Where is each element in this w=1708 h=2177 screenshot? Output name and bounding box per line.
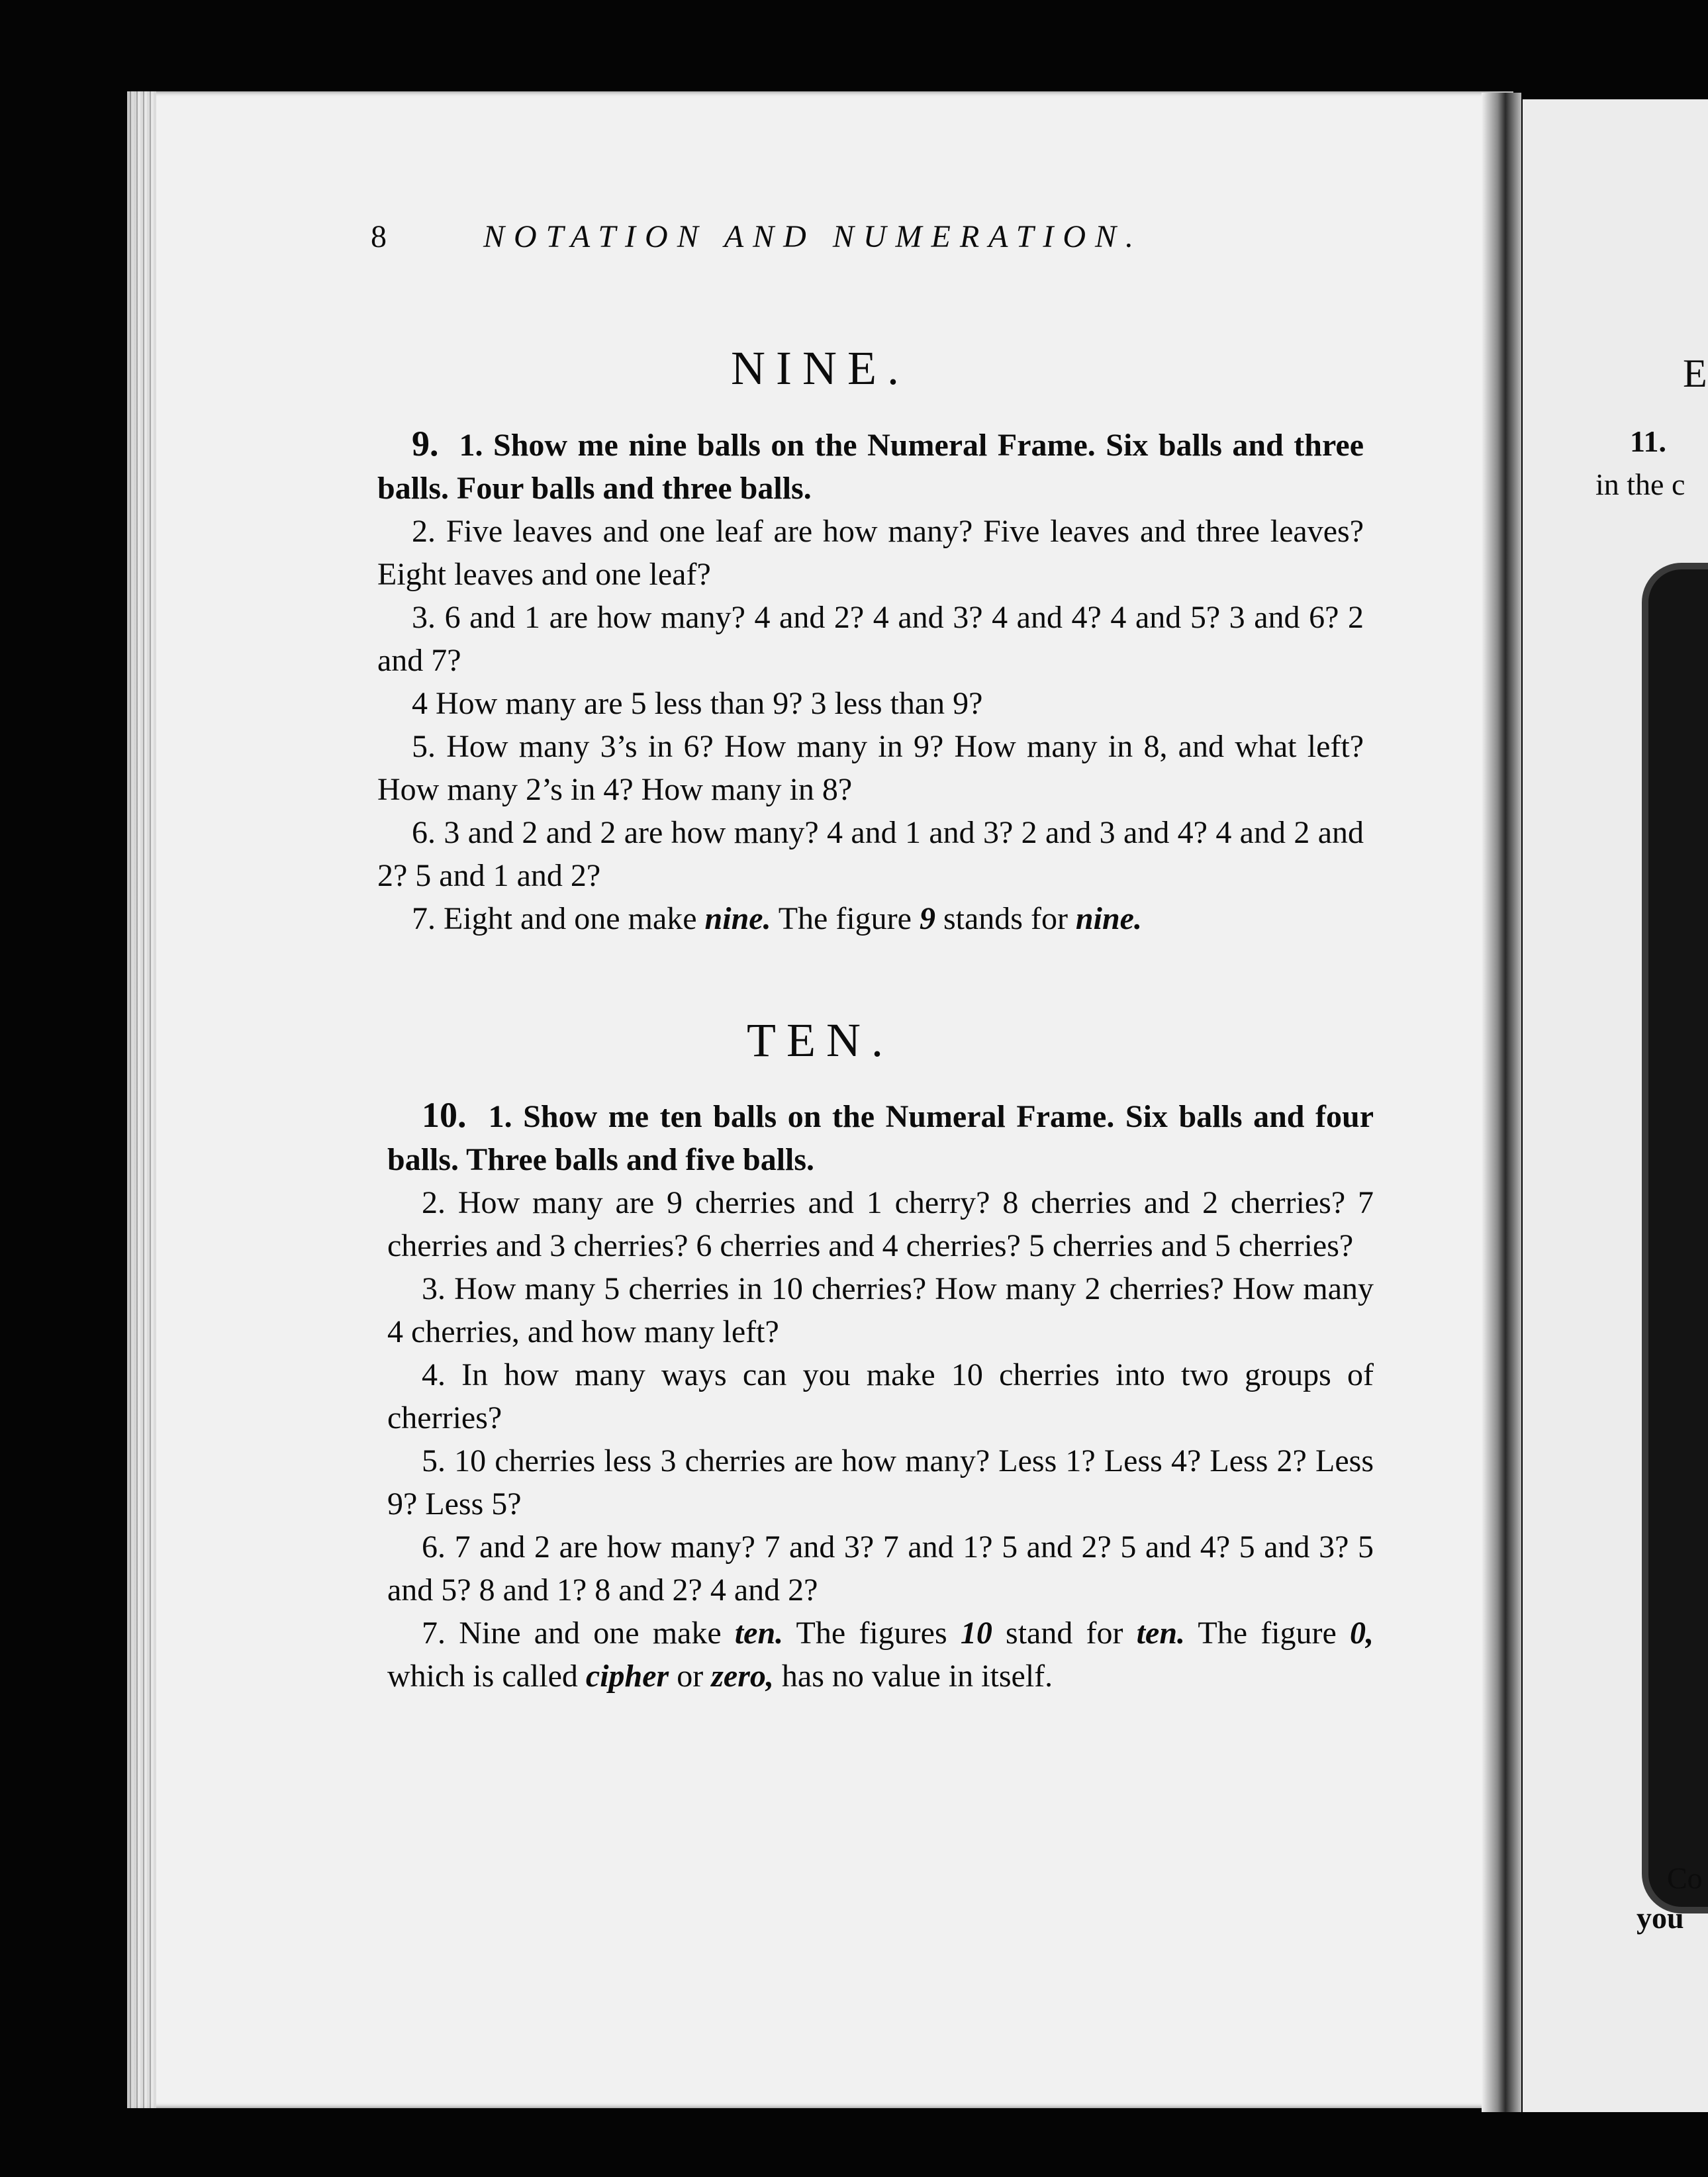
running-head xyxy=(371,218,1143,255)
nine-para-1-text: 1. Show me nine balls on the Numeral Frame. Six balls and three balls. Four balls and three balls. xyxy=(377,428,1364,506)
section-number-9: 9. xyxy=(412,424,439,463)
figure-9: 9 xyxy=(919,901,935,936)
facing-illustration-fragment xyxy=(1642,563,1708,1913)
nine-para-3: 3. 6 and 1 are how many? 4 and 2? 4 and 3? 4 and 4? 4 and 5? 3 and 6? 2 and 7? xyxy=(377,600,1364,678)
ten-para-1-text: 1. Show me ten balls on the Numeral Frame. Six balls and four balls. Three balls and five balls. xyxy=(387,1099,1374,1177)
facing-number-fragment: 11. xyxy=(1630,424,1666,458)
ten-para-1 xyxy=(387,1094,1374,1181)
ten-para-7-b: The figures xyxy=(796,1616,947,1651)
ten-para-2: 2. How many are 9 cherries and 1 cherry? 8 cherries and 2 cherries? 7 cherries and 3 cherries? 6 cherries and 4 cherries? 5 cherries and 5 cherries? xyxy=(387,1185,1374,1263)
nine-para-7-em2: nine. xyxy=(1075,901,1142,936)
heading-ten: TEN. xyxy=(747,1014,894,1067)
nine-para-2: 2. Five leaves and one leaf are how many? Five leaves and three leaves? Eight leaves and one leaf? xyxy=(377,514,1364,592)
nine-para-7-a: 7. Eight and one make xyxy=(412,901,697,936)
ten-para-7-em3: cipher xyxy=(585,1659,669,1694)
page-number: 8 xyxy=(371,219,387,254)
nine-para-5: 5. How many 3’s in 6? How many in 9? How many in 8, and what left? How many 2’s in 4? How many in 8? xyxy=(377,729,1364,807)
ten-para-6: 6. 7 and 2 are how many? 7 and 3? 7 and 1? 5 and 2? 5 and 4? 5 and 3? 5 and 5? 8 and 1? 8 and 2? 4 and 2? xyxy=(387,1529,1374,1608)
facing-bottom-fragment-2: you xyxy=(1637,1901,1684,1935)
figure-10: 10 xyxy=(960,1616,992,1651)
running-title: NOTATION AND NUMERATION. xyxy=(483,219,1143,254)
nine-para-7 xyxy=(377,897,1364,940)
nine-para-4: 4 How many are 5 less than 9? 3 less than 9? xyxy=(412,686,983,721)
facing-heading-fragment: E xyxy=(1683,352,1707,395)
ten-para-5: 5. 10 cherries less 3 cherries are how many? Less 1? Less 4? Less 2? Less 9? Less 5? xyxy=(387,1443,1374,1522)
ten-para-7-e: which is called xyxy=(387,1659,578,1694)
ten-para-7-c: stand for xyxy=(1006,1616,1123,1651)
section-nine-text xyxy=(377,422,1364,940)
facing-bottom-fragment-1: Co xyxy=(1667,1861,1703,1895)
ten-para-7-em4: zero, xyxy=(711,1659,774,1694)
ten-para-7-d: The figure xyxy=(1198,1616,1337,1651)
section-number-10: 10. xyxy=(422,1095,467,1135)
nine-para-7-c: stands for xyxy=(943,901,1068,936)
nine-para-6: 6. 3 and 2 and 2 are how many? 4 and 1 and 3? 2 and 3 and 4? 4 and 2 and 2? 5 and 1 and 2? xyxy=(377,815,1364,893)
nine-para-1 xyxy=(377,422,1364,510)
ten-para-7-em2: ten. xyxy=(1136,1616,1186,1651)
facing-line-fragment: in the c xyxy=(1595,467,1685,501)
ten-para-7-g: has no value in itself. xyxy=(781,1659,1053,1694)
ten-para-7-f: or xyxy=(677,1659,704,1694)
ten-para-4: 4. In how many ways can you make 10 cherries into two groups of cherries? xyxy=(387,1357,1374,1435)
section-ten-text xyxy=(387,1094,1374,1698)
heading-nine: NINE. xyxy=(731,342,910,395)
nine-para-7-b: The figure xyxy=(778,901,912,936)
ten-para-7-a: 7. Nine and one make xyxy=(422,1616,722,1651)
nine-para-7-em1: nine. xyxy=(704,901,771,936)
ten-para-7-em1: ten. xyxy=(734,1616,784,1651)
facing-page-fragment xyxy=(1523,99,1708,2112)
figure-0: 0, xyxy=(1350,1616,1374,1651)
ten-para-3: 3. How many 5 cherries in 10 cherries? How many 2 cherries? How many 4 cherries, and how many left? xyxy=(387,1271,1374,1349)
ten-para-7 xyxy=(387,1612,1374,1698)
